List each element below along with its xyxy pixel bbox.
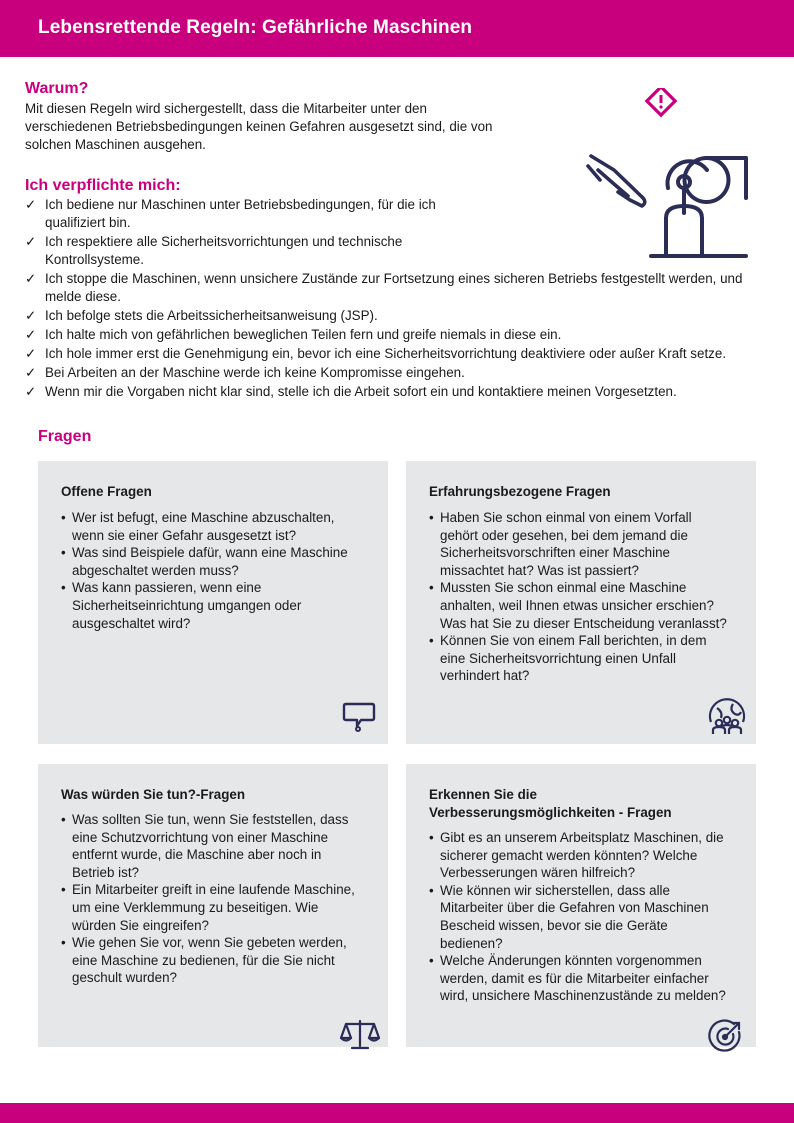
scales-icon [340, 1018, 380, 1052]
list-item [25, 270, 765, 306]
list-item-text: Wenn mir die Vorgaben nicht klar sind, stelle ich die Arbeit sofort ein und kontaktiere meinen Vorgesetzten. [45, 384, 677, 399]
question-card-improvement [406, 764, 756, 1047]
card-title: Erkennen Sie die Verbesserungsmöglichkeiten - Fragen [429, 787, 672, 820]
list-item-text: Ich stoppe die Maschinen, wenn unsichere Zustände zur Fortsetzung eines sicheren Betriebs festgestellt werden, und melde diese. [45, 271, 743, 304]
list-item [25, 196, 495, 232]
check-icon: ✓ [25, 346, 37, 361]
list-item-text: Ich bediene nur Maschinen unter Betriebsbedingungen, für die ich qualifiziert bin. [45, 197, 436, 230]
card-title: Was würden Sie tun?-Fragen [61, 787, 246, 802]
why-text-line: verschiedenen Betriebsbedingungen keinen Gefahren ausgesetzt sind, die von [25, 119, 493, 134]
speech-bubble-icon [341, 698, 377, 734]
list-item [25, 307, 765, 325]
why-text [25, 100, 565, 154]
questions-heading: Fragen [38, 428, 92, 445]
commitment-list [25, 196, 765, 402]
why-text-line: Mit diesen Regeln wird sichergestellt, dass die Mitarbeiter unter den [25, 101, 427, 116]
footer-bar [0, 1103, 794, 1123]
globe-people-icon [707, 696, 747, 736]
card-title: Offene Fragen [61, 484, 152, 499]
question-card-experience [406, 461, 756, 744]
list-item-text: Ich hole immer erst die Genehmigung ein, bevor ich eine Sicherheitsvorrichtung deaktiviere oder außer Kraft setze. [45, 346, 727, 361]
header-bar [0, 0, 794, 57]
list-item [25, 364, 765, 382]
list-item [25, 345, 735, 363]
list-item [25, 383, 765, 401]
check-icon: ✓ [25, 197, 37, 212]
check-icon: ✓ [25, 308, 37, 323]
list-item-text: Ich halte mich von gefährlichen beweglichen Teilen fern und greife niemals in diese ein. [45, 327, 562, 342]
list-item: • Wer ist befugt, eine Maschine abzuschalten, wenn sie einer Gefahr ausgesetzt ist? [61, 509, 361, 544]
question-card-what-would-you-do [38, 764, 388, 1047]
list-item: • Welche Änderungen könnten vorgenommen werden, damit es für die Mitarbeiter einfacher wird, unsichere Maschinenzustände zu melden? [429, 952, 729, 1005]
list-item-text: Ich respektiere alle Sicherheitsvorrichtungen und technische Kontrollsysteme. [45, 234, 403, 267]
list-item: • Ein Mitarbeiter greift in eine laufende Maschine, um eine Verklemmung zu beseitigen. Wie würden Sie eingreifen? [61, 881, 361, 934]
list-item: • Mussten Sie schon einmal eine Maschine anhalten, weil Ihnen etwas unsicher erschien? Was hat Sie zu dieser Entscheidung veranlasst? [429, 579, 729, 632]
list-item: • Was kann passieren, wenn eine Sicherheitseinrichtung umgangen oder ausgeschaltet wird? [61, 579, 361, 632]
list-item-text: Ich befolge stets die Arbeitssicherheitsanweisung (JSP). [45, 308, 378, 323]
card-title: Erfahrungsbezogene Fragen [429, 484, 611, 499]
check-icon: ✓ [25, 234, 37, 249]
why-heading: Warum? [25, 80, 89, 97]
list-item [25, 326, 765, 344]
list-item: • Gibt es an unserem Arbeitsplatz Maschinen, die sicherer gemacht werden könnten? Welche Verbesserungen wären hilfreich? [429, 829, 729, 882]
list-item [25, 233, 495, 269]
list-item-text: Bei Arbeiten an der Maschine werde ich keine Kompromisse eingehen. [45, 365, 465, 380]
warning-diamond-icon [647, 88, 675, 115]
question-card-open [38, 461, 388, 744]
check-icon: ✓ [25, 384, 37, 399]
list-item: • Was sind Beispiele dafür, wann eine Maschine abgeschaltet werden muss? [61, 544, 361, 579]
list-item: • Wie können wir sicherstellen, dass alle Mitarbeiter über die Gefahren von Maschinen Bescheid wissen, bevor sie die Geräte bedienen? [429, 882, 729, 952]
check-icon: ✓ [25, 327, 37, 342]
question-list [429, 509, 729, 685]
target-icon [708, 1018, 744, 1054]
question-list [429, 829, 729, 1005]
list-item: • Was sollten Sie tun, wenn Sie feststellen, dass eine Schutzvorrichtung von einer Maschine entfernt wurde, die Maschine aber noch in Betrieb ist? [61, 811, 361, 881]
commitment-heading: Ich verpflichte mich: [25, 177, 181, 194]
list-item: • Wie gehen Sie vor, wenn Sie gebeten werden, eine Maschine zu bedienen, für die Sie nicht geschult wurden? [61, 934, 361, 987]
list-item: • Können Sie von einem Fall berichten, in dem eine Sicherheitsvorrichtung einen Unfall verhindert hat? [429, 632, 729, 685]
question-list [61, 811, 361, 987]
page-title: Lebensrettende Regeln: Gefährliche Maschinen [38, 17, 473, 38]
check-icon: ✓ [25, 271, 37, 286]
check-icon: ✓ [25, 365, 37, 380]
list-item: • Haben Sie schon einmal von einem Vorfall gehört oder gesehen, bei dem jemand die Sicherheitsvorschriften einer Maschine missachtet hat? Was ist passiert? [429, 509, 729, 579]
why-text-line: solchen Maschinen ausgehen. [25, 137, 206, 152]
question-list [61, 509, 361, 632]
